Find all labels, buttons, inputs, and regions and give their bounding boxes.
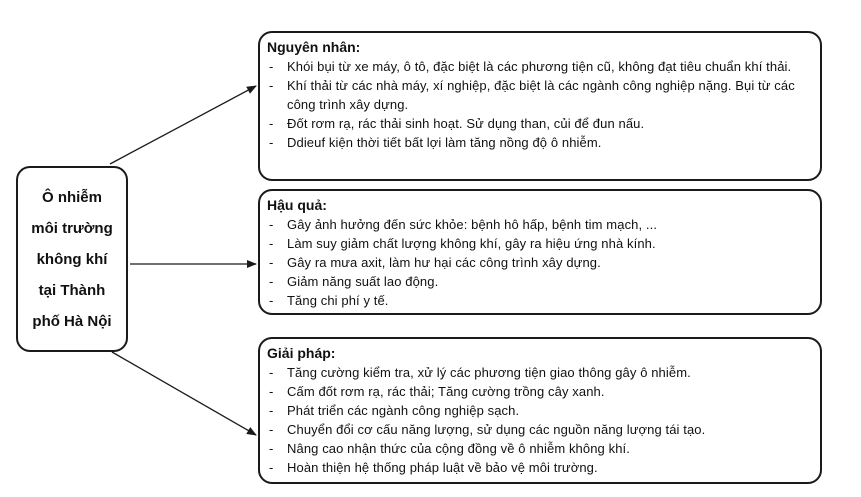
- list-item: - Gây ảnh hưởng đến sức khỏe: bệnh hô hấp, bệnh tim mạch, ...: [267, 215, 812, 234]
- effects-list: [267, 215, 812, 310]
- causes-title: Nguyên nhân:: [267, 39, 361, 55]
- causes-box: [258, 31, 822, 181]
- list-item: - Tăng chi phí y tế.: [267, 291, 812, 310]
- central-topic-box: [16, 166, 128, 352]
- list-item: - Phát triển các ngành công nghiệp sạch.: [267, 401, 812, 420]
- list-item: - Nâng cao nhận thức của cộng đồng về ô nhiễm không khí.: [267, 439, 812, 458]
- solutions-title: Giải pháp:: [267, 345, 336, 361]
- causes-list: [267, 57, 812, 152]
- arrow-to-causes: [110, 86, 256, 164]
- list-item: - Chuyển đổi cơ cấu năng lượng, sử dụng các nguồn năng lượng tái tạo.: [267, 420, 812, 439]
- list-item: - Khí thải từ các nhà máy, xí nghiệp, đặc biệt là các ngành công nghiệp nặng. Bụi từ các công trình xây dựng.: [267, 76, 812, 114]
- list-item: - Hoàn thiện hệ thống pháp luật về bảo vệ môi trường.: [267, 458, 812, 477]
- list-item: - Cấm đốt rơm rạ, rác thải; Tăng cường trồng cây xanh.: [267, 382, 812, 401]
- list-item: - Khói bụi từ xe máy, ô tô, đặc biệt là các phương tiện cũ, không đạt tiêu chuẩn khí thải.: [267, 57, 812, 76]
- list-item: - Ddieuf kiện thời tiết bất lợi làm tăng nồng độ ô nhiễm.: [267, 133, 812, 152]
- arrow-to-solutions: [112, 352, 256, 435]
- list-item: - Đốt rơm rạ, rác thải sinh hoạt. Sử dụng than, củi để đun nấu.: [267, 114, 812, 133]
- list-item: - Giảm năng suất lao động.: [267, 272, 812, 291]
- solutions-list: [267, 363, 812, 477]
- solutions-box: [258, 337, 822, 484]
- effects-box: [258, 189, 822, 315]
- list-item: - Làm suy giảm chất lượng không khí, gây ra hiệu ứng nhà kính.: [267, 234, 812, 253]
- list-item: - Gây ra mưa axit, làm hư hại các công trình xây dựng.: [267, 253, 812, 272]
- central-topic-title: Ô nhiễm môi trường không khí tại Thành phố Hà Nội: [31, 188, 113, 330]
- effects-title: Hậu quả:: [267, 197, 327, 213]
- list-item: - Tăng cường kiểm tra, xử lý các phương tiện giao thông gây ô nhiễm.: [267, 363, 812, 382]
